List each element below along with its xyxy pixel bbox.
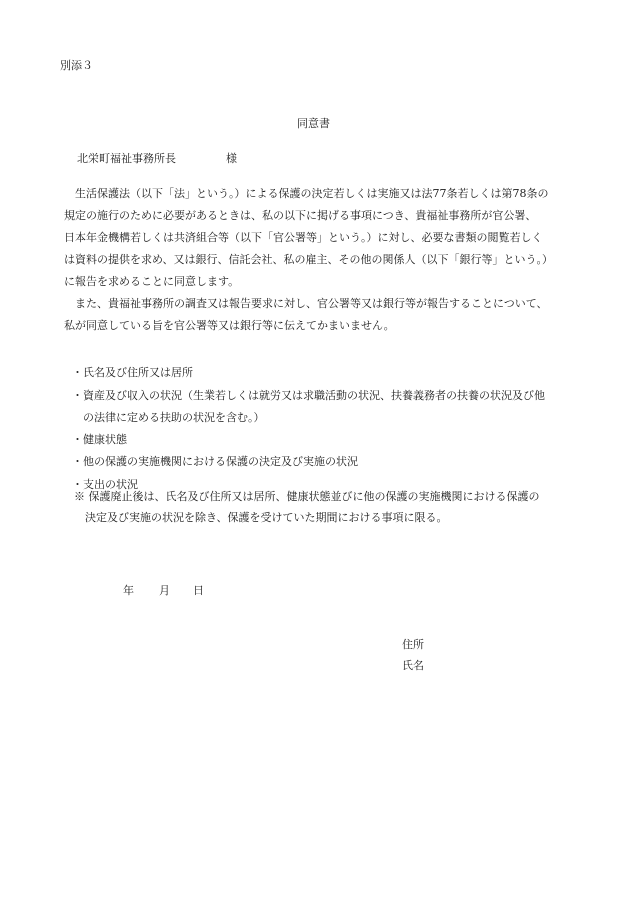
address-label: 住所 [402, 638, 424, 651]
list-item: ・氏名及び住所又は居所 [72, 366, 193, 379]
note-line: 決定及び実施の状況を除き、保護を受けていた期間における事項に限る。 [74, 511, 448, 524]
list-item: ・支出の状況 [72, 478, 138, 491]
list-item: ・健康状態 [72, 433, 127, 446]
date-year: 年 [123, 584, 134, 597]
body-line: また、貴福祉事務所の調査又は報告要求に対し、官公署等又は銀行等が報告することについて、 [64, 297, 548, 310]
addressee-office: 北栄町福祉事務所長 [77, 152, 176, 165]
body-line: 私が同意している旨を官公署等又は銀行等に伝えてかまいません。 [64, 319, 395, 332]
list-item: ・他の保護の実施機関における保護の決定及び実施の状況 [72, 455, 358, 468]
body-line: は資料の提供を求め、又は銀行、信託会社、私の雇主、その他の関係人（以下「銀行等」という。） [64, 253, 554, 266]
attachment-label: 別添３ [60, 59, 93, 72]
list-item: の法律に定める扶助の状況を含む。） [72, 411, 265, 424]
note-line: ※ 保護廃止後は、氏名及び住所又は居所、健康状態並びに他の保護の実施機関における保護の [74, 490, 540, 503]
list-item: ・資産及び収入の状況（生業若しくは就労又は求職活動の状況、扶養義務者の扶養の状況及び他 [72, 389, 545, 402]
body-line: に報告を求めることに同意します。 [64, 275, 240, 288]
body-line: 規定の施行のために必要があるときは、私の以下に掲げる事項につき、貴福祉事務所が官公署、 [64, 209, 537, 222]
body-line: 日本年金機構若しくは共済組合等（以下「官公署等」という。）に対し、必要な書類の閲覧若しく [64, 231, 543, 244]
date-month: 月 [159, 584, 170, 597]
addressee-honorific: 様 [226, 152, 237, 165]
date-day: 日 [193, 584, 204, 597]
name-label: 氏名 [402, 659, 424, 672]
document-title: 同意書 [297, 117, 330, 130]
body-line: 生活保護法（以下「法」という。）による保護の決定若しくは実施又は法77条若しくは第78条の [64, 187, 549, 200]
